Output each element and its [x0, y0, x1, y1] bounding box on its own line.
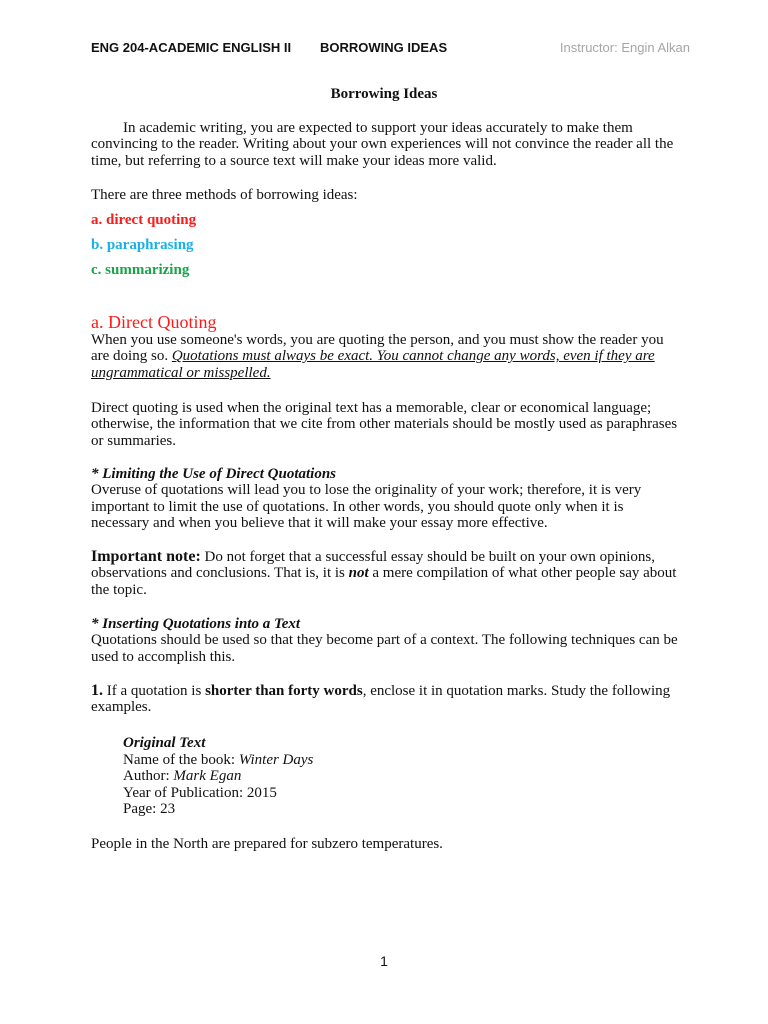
important-note-text-2: a mere compilation of what other people say about the topic. [91, 565, 677, 598]
point-1-pre: If a quotation is [103, 683, 206, 699]
page-number: 1 [380, 953, 388, 969]
point-1-number: 1. [91, 682, 103, 699]
inserting-paragraph: Quotations should be used so that they become part of a context. The following techniques can be used to accomplish this. [91, 632, 678, 665]
header-course: ENG 204-ACADEMIC ENGLISH II [91, 40, 292, 55]
important-note-text-1: Do not forget that a successful essay should be built on your own opinions, observations and conclusions. That is, it is [91, 549, 656, 582]
page-line: Page: 23 [123, 801, 176, 818]
point-1-bold: shorter than forty words [205, 683, 363, 699]
direct-quoting-text: When you use someone's words, you are quoting the person, and you must show the reader you are doing so. [91, 332, 664, 365]
author-label: Author: [123, 768, 174, 785]
document-title: Borrowing Ideas [330, 86, 438, 102]
method-summarizing: c. summarizing [91, 262, 190, 278]
year-line: Year of Publication: 2015 [123, 784, 277, 801]
section-heading-direct-quoting: a. Direct Quoting [91, 312, 217, 332]
inserting-section [91, 616, 681, 665]
inserting-heading: * Inserting Quotations into a Text [91, 616, 301, 632]
limiting-section [91, 466, 681, 532]
header-topic: BORROWING IDEAS [320, 40, 448, 55]
important-note-label: Important note: [91, 548, 201, 565]
important-note-not: not [348, 565, 369, 582]
limiting-paragraph: Overuse of quotations will lead you to lose the originality of your work; therefore, it is very important to limit the use of quotations. In other words, you should quote only when it is necessary and when you believe that it will make your essay more effective. [91, 482, 642, 532]
intro-paragraph: In academic writing, you are expected to support your ideas accurately to make them convincing to the reader. Writing about your own experiences will not convince the reader all the time, but referring to a source text will make your ideas more valid. [91, 120, 674, 169]
direct-quoting-usage-paragraph: Direct quoting is used when the original text has a memorable, clear or economical language; otherwise, the information that we cite from other materials should be mostly used as paraphrases or summaries. [91, 400, 678, 449]
methods-lead: There are three methods of borrowing ideas: [91, 187, 358, 203]
method-direct-quoting: a. direct quoting [91, 212, 197, 228]
author-line [123, 768, 313, 785]
book-line [123, 752, 313, 769]
point-1-post: , enclose it in quotation marks. Study the following examples. [91, 683, 671, 716]
author-name: Mark Egan [173, 768, 242, 785]
important-note [91, 549, 681, 598]
exact-quotation-rule: Quotations must always be exact. You cannot change any words, even if they are ungrammatical or misspelled. [91, 348, 655, 381]
limiting-heading: * Limiting the Use of Direct Quotations [91, 466, 337, 482]
method-paraphrasing: b. paraphrasing [91, 237, 194, 253]
book-label: Name of the book: [123, 751, 239, 768]
original-text-block [123, 735, 313, 818]
quote-example: People in the North are prepared for subzero temperatures. [91, 836, 443, 852]
direct-quoting-paragraph [91, 332, 681, 381]
point-1 [91, 683, 681, 716]
original-text-heading: Original Text [123, 735, 206, 751]
book-title: Winter Days [238, 751, 314, 768]
header-instructor: Instructor: Engin Alkan [559, 40, 690, 55]
